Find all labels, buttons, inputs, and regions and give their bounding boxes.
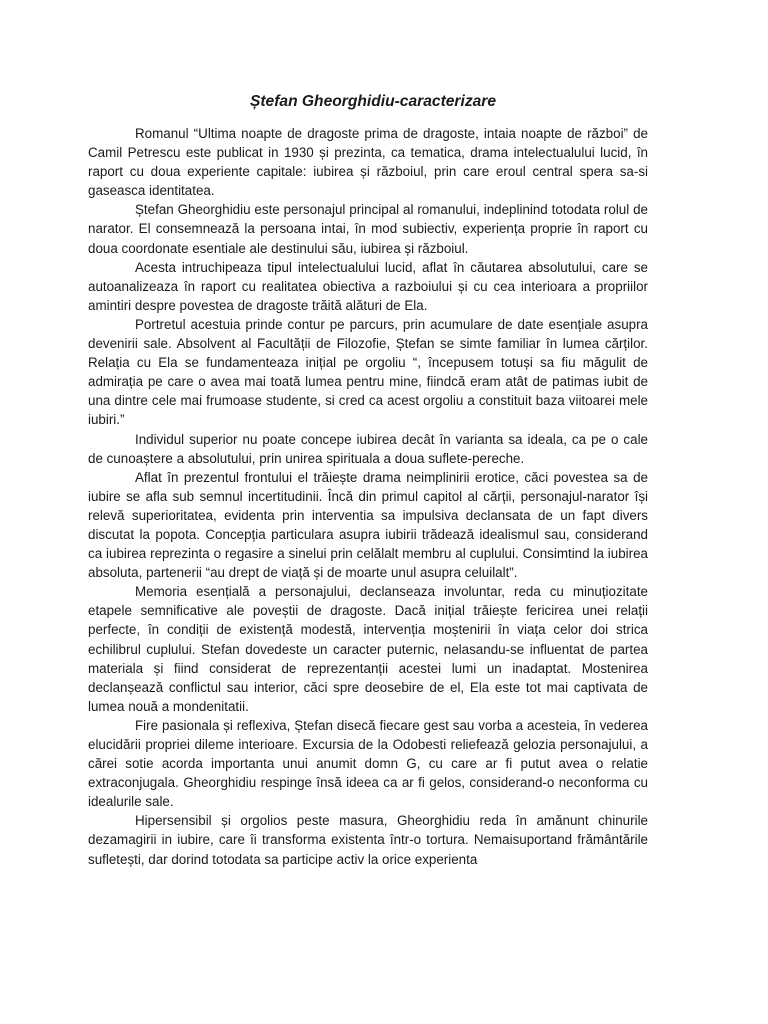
document-body xyxy=(88,124,648,869)
paragraph: Memoria esențială a personajului, declanseaza involuntar, reda cu minuțiozitate etapele semnificative ale poveștii de dragoste. Dacă inițial trăiește fericirea unei relații perfecte, în condiții de existență modestă, intervenția moștenirii în viața celor doi strica echilibrul cuplului. Stefan dovedeste un caracter puternic, nelasandu-se influentat de partea materiala și fiind considerat de reprezentanții acestei lumi un inadaptat. Mostenirea declanșează conflictul sau interior, căci spre deosebire de el, Ela este tot mai captivata de lumea nouă a mondenitatii. xyxy=(88,584,648,714)
document-title: Ștefan Gheorghidiu-caracterizare xyxy=(249,93,497,110)
paragraph: Individul superior nu poate concepe iubirea decât în varianta sa ideala, ca pe o cale de cunoaștere a absolutului, prin unirea spirituala a doua suflete-pereche. xyxy=(88,431,648,466)
paragraph: Ștefan Gheorghidiu este personajul principal al romanului, indeplinind totodata rolul de narator. El consemnează la persoana intai, în mod subiectiv, experiența proprie în raport cu doua coordonate esentiale ale destinului său, iubirea și războiul. xyxy=(88,202,648,256)
paragraph: Hipersensibil și orgolios peste masura, Gheorghidiu reda în amănunt chinurile dezamagirii in iubire, care îi transforma existenta într-o tortura. Nemaisuportand frământările sufletești, dar dorind totodata sa participe activ la orice experienta xyxy=(88,813,648,867)
paragraph: Aflat în prezentul frontului el trăiește drama neimplinirii erotice, căci povestea sa de iubire se afla sub semnul incertitudinii. Încă din primul capitol al cărții, personajul-narator își relevă superioritatea, evidenta prin interventia sa impulsiva declansata de un fapt divers discutat la popota. Concepția particulara asupra iubirii trădează idealismul sau, considerand ca iubirea reprezinta o regasire a sinelui prin celălalt membru al cuplului. Consimtind la iubirea absoluta, partenerii “au drept de viață și de moarte unul asupra celuilalt”. xyxy=(88,469,648,581)
paragraph: Fire pasionala și reflexiva, Ștefan disecă fiecare gest sau vorba a acesteia, în vederea elucidării propriei dileme interioare. Excursia de la Odobesti reliefează gelozia personajului, a cărei sotie acorda importanta unui anumit domn G, cu care ar fi putut avea o relatie extraconjugala. Gheorghidiu respinge însă ideea ca ar fi gelos, considerand-o neconforma cu idealurile sale. xyxy=(88,717,648,810)
paragraph: Acesta intruchipeaza tipul intelectualului lucid, aflat în căutarea absolutului, care se autoanalizeaza în raport cu realitatea obiectiva a razboiului și cu cea interioara a propriilor amintiri despre povestea de dragoste trăită alături de Ela. xyxy=(88,259,648,313)
paragraph: Romanul “Ultima noapte de dragoste prima de dragoste, intaia noapte de război” de Camil Petrescu este publicat in 1930 și prezinta, ca tematica, drama intelectualului lucid, în raport cu doua experiente capitale: iubirea și războiul, prin care eroul central spera sa-si gaseasca identitatea. xyxy=(88,126,648,199)
paragraph: Portretul acestuia prinde contur pe parcurs, prin acumulare de date esențiale asupra devenirii sale. Absolvent al Facultății de Filozofie, Ștefan se simte familiar în lumea cărților. Relația cu Ela se fundamenteaza inițial pe orgoliu “, începusem totuși sa fiu măgulit de admirația pe care o avea mai toată lumea pentru mine, fiindcă eram atât de patimas iubit de una dintre cele mai frumoase studente, si cred ca acest orgoliu a constituit baza viitoarei mele iubiri.” xyxy=(88,316,648,428)
